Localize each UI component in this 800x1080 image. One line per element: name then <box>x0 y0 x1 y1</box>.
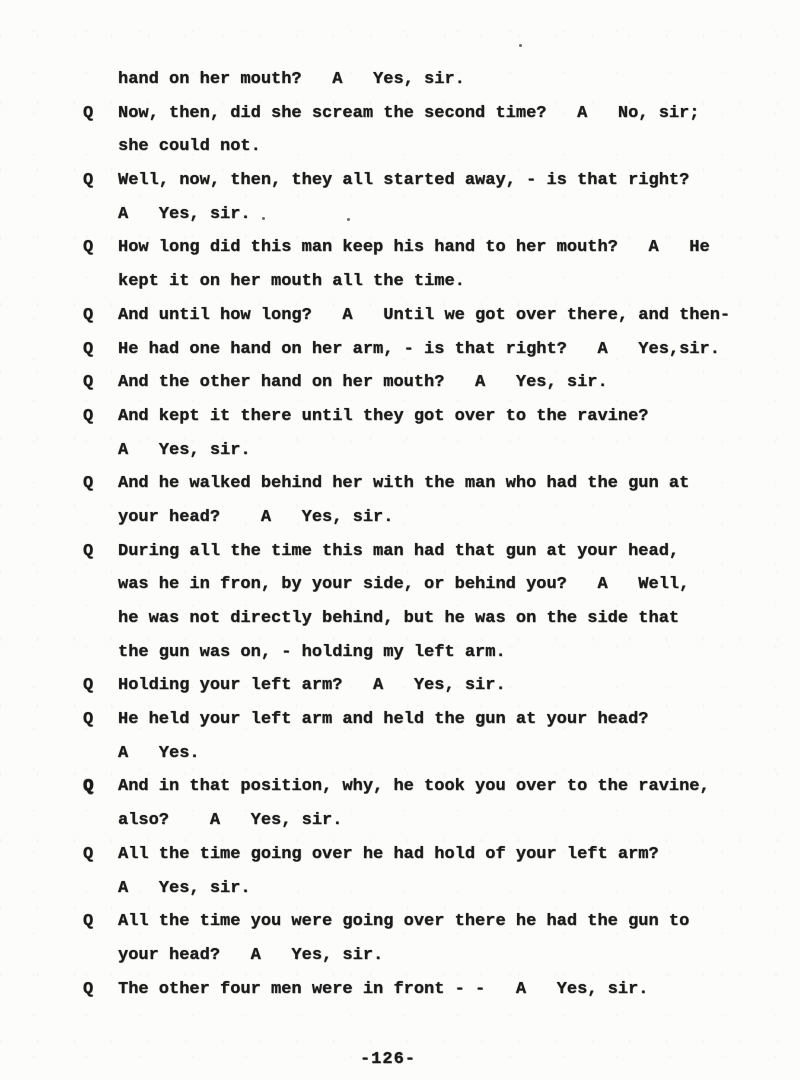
marker-spacer <box>83 265 118 299</box>
transcript-line <box>83 130 780 164</box>
transcript-line <box>83 231 780 265</box>
transcript-line <box>83 939 780 973</box>
transcript-line-text: A Yes, sir. <box>118 440 251 460</box>
transcript-line-text: He had one hand on her arm, - is that right? A Yes,sir. <box>118 339 720 359</box>
transcript-body <box>83 63 780 1006</box>
transcript-line <box>83 333 780 367</box>
transcript-line-text: your head? A Yes, sir. <box>118 507 394 527</box>
transcript-line-text: the gun was on, - holding my left arm. <box>118 642 506 662</box>
marker-spacer <box>83 636 118 670</box>
transcript-line <box>83 568 780 602</box>
transcript-line <box>83 770 780 804</box>
transcript-line <box>83 467 780 501</box>
page-number: -126- <box>359 1050 416 1069</box>
question-marker: Q <box>83 979 94 999</box>
transcript-line-text: he was not directly behind, but he was on the side that <box>118 609 680 628</box>
transcript-line <box>83 97 780 131</box>
marker-spacer <box>83 63 118 97</box>
question-marker: Q <box>83 373 94 393</box>
transcript-line-text: hand on her mouth? A Yes, sir. <box>118 70 465 89</box>
question-marker: Q <box>83 474 94 494</box>
question-marker: Q <box>83 171 94 191</box>
transcript-line-text: The other four men were in front - - A Yes, sir. <box>118 979 649 999</box>
transcript-line-text: also? A Yes, sir. <box>118 811 343 831</box>
transcript-line <box>83 737 780 771</box>
noise-speck <box>347 218 350 221</box>
question-marker: Q <box>83 103 94 123</box>
transcript-line <box>83 973 780 1007</box>
transcript-line-text: Now, then, did she scream the second time? A No, sir; <box>118 103 700 123</box>
question-marker: Q <box>83 844 94 864</box>
transcript-line <box>83 905 780 939</box>
transcript-line-text: A Yes, sir. <box>118 204 251 224</box>
transcript-line-text: He held your left arm and held the gun at your head? <box>118 710 649 730</box>
transcript-line <box>83 636 780 670</box>
noise-speck <box>519 44 522 47</box>
question-marker: Q <box>83 339 94 359</box>
marker-spacer <box>83 939 118 973</box>
transcript-line <box>83 63 780 97</box>
question-marker: Q <box>83 541 94 561</box>
transcript-line <box>83 265 780 299</box>
transcript-line <box>83 198 780 232</box>
transcript-line-text: And the other hand on her mouth? A Yes, sir. <box>118 373 608 393</box>
transcript-line <box>83 535 780 569</box>
transcript-line-text: All the time you were going over there he had the gun to <box>118 912 690 932</box>
transcript-line-text: During all the time this man had that gun at your head, <box>118 541 680 561</box>
transcript-line <box>83 669 780 703</box>
question-marker: Q <box>83 238 94 258</box>
transcript-line-text: And he walked behind her with the man who had the gun at <box>118 474 690 494</box>
transcript-line <box>83 434 780 468</box>
transcript-line-text: And in that position, why, he took you over to the ravine, <box>118 777 710 797</box>
marker-spacer <box>83 130 118 164</box>
transcript-line <box>83 164 780 198</box>
transcript-line-text: your head? A Yes, sir. <box>118 945 384 965</box>
transcript-line-text: How long did this man keep his hand to her mouth? A He <box>118 238 710 258</box>
transcript-line-text: kept it on her mouth all the time. <box>118 272 465 292</box>
transcript-line-text: All the time going over he had hold of your left arm? <box>118 844 659 864</box>
transcript-line <box>83 872 780 906</box>
marker-spacer <box>83 872 118 906</box>
marker-spacer <box>83 198 118 232</box>
transcript-line-text: Holding your left arm? A Yes, sir. <box>118 676 506 696</box>
question-marker: Q <box>83 710 94 730</box>
question-marker: Q <box>83 912 94 932</box>
transcript-line <box>83 400 780 434</box>
marker-spacer <box>83 602 118 636</box>
marker-spacer <box>83 568 118 602</box>
marker-spacer <box>83 501 118 535</box>
transcript-line <box>83 366 780 400</box>
transcript-line <box>83 804 780 838</box>
transcript-line-text: Well, now, then, they all started away, - is that right? <box>118 171 690 191</box>
transcript-line <box>83 838 780 872</box>
question-marker: Q <box>83 305 94 325</box>
marker-spacer <box>83 434 118 468</box>
transcript-line <box>83 299 780 333</box>
transcript-line-text: And kept it there until they got over to the ravine? <box>118 406 649 426</box>
marker-spacer <box>83 737 118 771</box>
question-marker: Q <box>83 777 94 797</box>
transcript-line-text: A Yes, sir. <box>118 878 251 898</box>
marker-spacer <box>83 804 118 838</box>
transcript-line-text: was he in fron, by your side, or behind you? A Well, <box>118 575 690 595</box>
transcript-line-text: she could not. <box>118 137 261 157</box>
transcript-line <box>83 602 780 636</box>
question-marker: Q <box>83 676 94 696</box>
transcript-line-text: A Yes. <box>118 743 200 763</box>
transcript-line <box>83 501 780 535</box>
noise-speck <box>262 217 265 220</box>
transcript-line <box>83 703 780 737</box>
transcript-line-text: And until how long? A Until we got over there, and then- <box>118 305 731 325</box>
question-marker: Q <box>83 406 94 426</box>
